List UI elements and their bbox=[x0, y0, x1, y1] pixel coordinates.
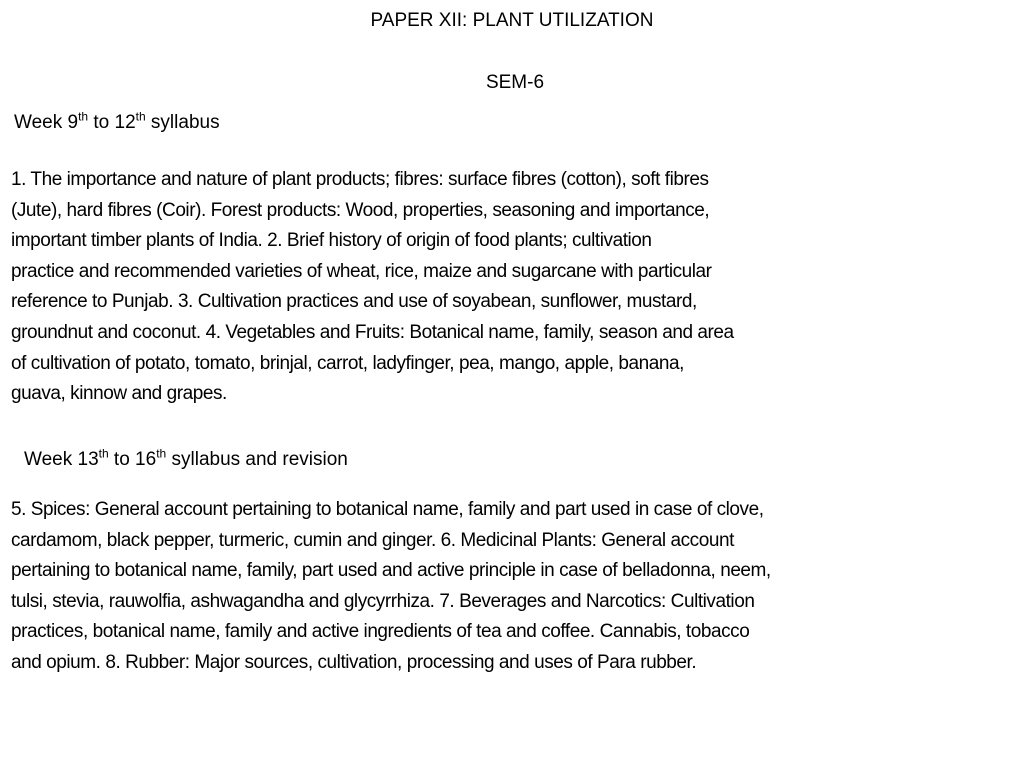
paragraph-2-line: cardamom, black pepper, turmeric, cumin and ginger. 6. Medicinal Plants: General account bbox=[11, 529, 734, 551]
paragraph-2-line: and opium. 8. Rubber: Major sources, cultivation, processing and uses of Para rubber. bbox=[11, 651, 697, 673]
paragraph-1-line: practice and recommended varieties of wheat, rice, maize and sugarcane with particular bbox=[11, 260, 712, 282]
paragraph-2-line: practices, botanical name, family and active ingredients of tea and coffee. Cannabis, tobacco bbox=[11, 621, 750, 643]
paragraph-1-line: guava, kinnow and grapes. bbox=[11, 383, 227, 405]
paragraph-2-line: tulsi, stevia, rauwolfia, ashwagandha and glycyrrhiza. 7. Beverages and Narcotics: Cultivation bbox=[11, 590, 755, 612]
paragraph-1-line: reference to Punjab. 3. Cultivation practices and use of soyabean, sunflower, mustard, bbox=[11, 291, 697, 313]
paragraph-2-line: pertaining to botanical name, family, part used and active principle in case of belladonna, neem, bbox=[11, 560, 771, 582]
paragraph-2-line: 5. Spices: General account pertaining to botanical name, family and part used in case of clove, bbox=[11, 499, 764, 520]
week-heading-1-sup1: th bbox=[78, 109, 89, 124]
week-heading-2-sup1: th bbox=[98, 446, 109, 461]
paragraph-1-line: (Jute), hard fibres (Coir). Forest products: Wood, properties, seasoning and importance, bbox=[11, 199, 710, 221]
week-heading-1-mid: to 12 bbox=[88, 112, 136, 133]
week-heading-2-sup2: th bbox=[156, 446, 167, 461]
paragraph-1-line: important timber plants of India. 2. Brief history of origin of food plants; cultivation bbox=[11, 230, 652, 252]
week-heading-1-prefix: Week 9 bbox=[14, 112, 79, 133]
week-heading-1-suffix: syllabus bbox=[145, 112, 220, 133]
week-heading-2-prefix: Week 13 bbox=[24, 449, 99, 470]
syllabus-paragraph-2 bbox=[11, 495, 1011, 679]
week-heading-1-sup2: th bbox=[135, 109, 146, 124]
week-heading-2-suffix: syllabus and revision bbox=[166, 449, 348, 470]
semester-label: SEM-6 bbox=[485, 72, 545, 93]
week-heading-2 bbox=[24, 446, 348, 471]
page-title: PAPER XII: PLANT UTILIZATION bbox=[370, 10, 654, 31]
week-heading-2-mid: to 16 bbox=[108, 449, 157, 470]
paragraph-1-line: of cultivation of potato, tomato, brinjal, carrot, ladyfinger, pea, mango, apple, banana, bbox=[11, 352, 684, 374]
syllabus-paragraph-1 bbox=[11, 165, 1011, 410]
week-heading-1 bbox=[14, 109, 220, 134]
paragraph-1-line: groundnut and coconut. 4. Vegetables and Fruits: Botanical name, family, season and area bbox=[11, 321, 734, 343]
paragraph-1-line: 1. The importance and nature of plant products; fibres: surface fibres (cotton), soft fibres bbox=[11, 169, 709, 190]
